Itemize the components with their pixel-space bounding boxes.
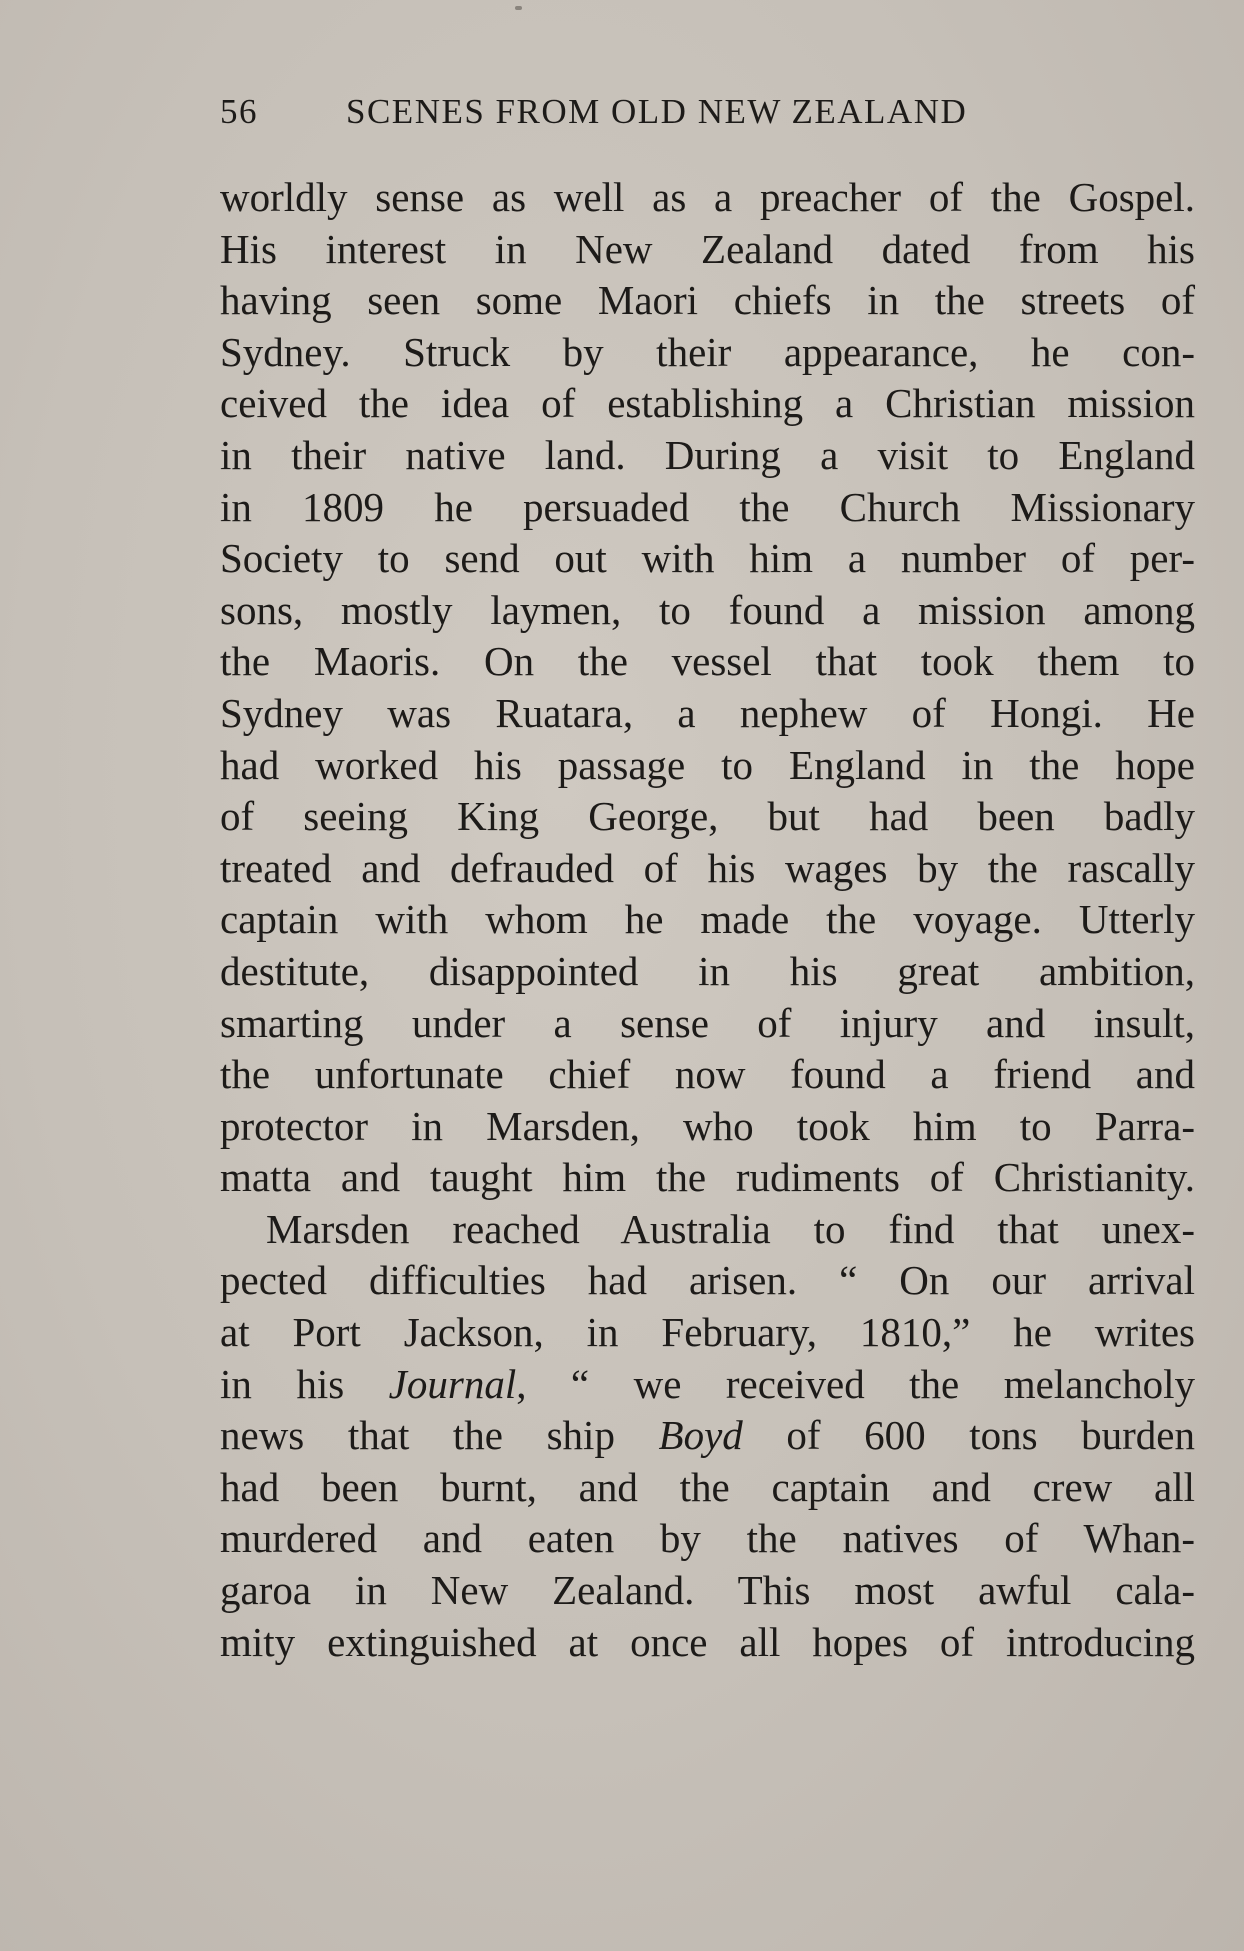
text-line-18: the unfortunate chief now found a friend and — [220, 1051, 1195, 1098]
body-text — [220, 172, 1195, 1668]
text-line-14: treated and defrauded of his wages by the rascally — [220, 844, 1195, 891]
text-line-6: in their native land. During a visit to England — [220, 431, 1195, 478]
text-line-5: ceived the idea of establishing a Christian mission — [220, 380, 1195, 427]
text-line-26: had been burnt, and the captain and crew all — [220, 1463, 1195, 1510]
text-line-7: in 1809 he persuaded the Church Missionary — [220, 483, 1195, 530]
text-line-27: murdered and eaten by the natives of Whan- — [220, 1515, 1195, 1562]
text-line-25: news that the ship Boyd of 600 tons burden — [220, 1412, 1195, 1459]
text-line-9: sons, mostly laymen, to found a mission among — [220, 586, 1195, 633]
text-line-10: the Maoris. On the vessel that took them to — [220, 638, 1195, 685]
running-header — [220, 88, 1065, 136]
text-line-8: Society to send out with him a number of per- — [220, 535, 1195, 582]
text-line-1: worldly sense as well as a preacher of the Gospel. — [220, 174, 1195, 220]
running-title: SCENES FROM OLD NEW ZEALAND — [346, 92, 968, 131]
text-line-29: mity extinguished at once all hopes of introducing — [220, 1618, 1195, 1665]
text-line-19: protector in Marsden, who took him to Parra- — [220, 1102, 1195, 1149]
print-speck — [515, 6, 522, 10]
text-line-4: Sydney. Struck by their appearance, he con- — [220, 328, 1195, 375]
text-line-11: Sydney was Ruatara, a nephew of Hongi. He — [220, 689, 1195, 736]
text-line-15: captain with whom he made the voyage. Utterly — [220, 896, 1195, 943]
text-line-2: His interest in New Zealand dated from his — [220, 225, 1195, 272]
text-line-13: of seeing King George, but had been badly — [220, 793, 1195, 840]
text-line-28: garoa in New Zealand. This most awful cala- — [220, 1567, 1195, 1614]
journal-title-italic: Journal — [388, 1360, 517, 1407]
text-line-3: having seen some Maori chiefs in the streets of — [220, 277, 1195, 324]
text-line-17: smarting under a sense of injury and insult, — [220, 999, 1195, 1046]
text-line-24: in his Journal, “ we received the melancholy — [220, 1360, 1195, 1407]
text-line-21: Marsden reached Australia to find that unex- — [266, 1205, 1195, 1252]
text-line-23: at Port Jackson, in February, 1810,” he writes — [220, 1309, 1195, 1356]
ship-name-italic: Boyd — [658, 1412, 743, 1459]
text-line-16: destitute, disappointed in his great ambition, — [220, 947, 1195, 994]
text-line-12: had worked his passage to England in the hope — [220, 741, 1195, 788]
page-number: 56 — [220, 92, 258, 131]
text-line-20: matta and taught him the rudiments of Christianity. — [220, 1154, 1195, 1201]
text-line-22: pected difficulties had arisen. “ On our arrival — [220, 1257, 1195, 1304]
